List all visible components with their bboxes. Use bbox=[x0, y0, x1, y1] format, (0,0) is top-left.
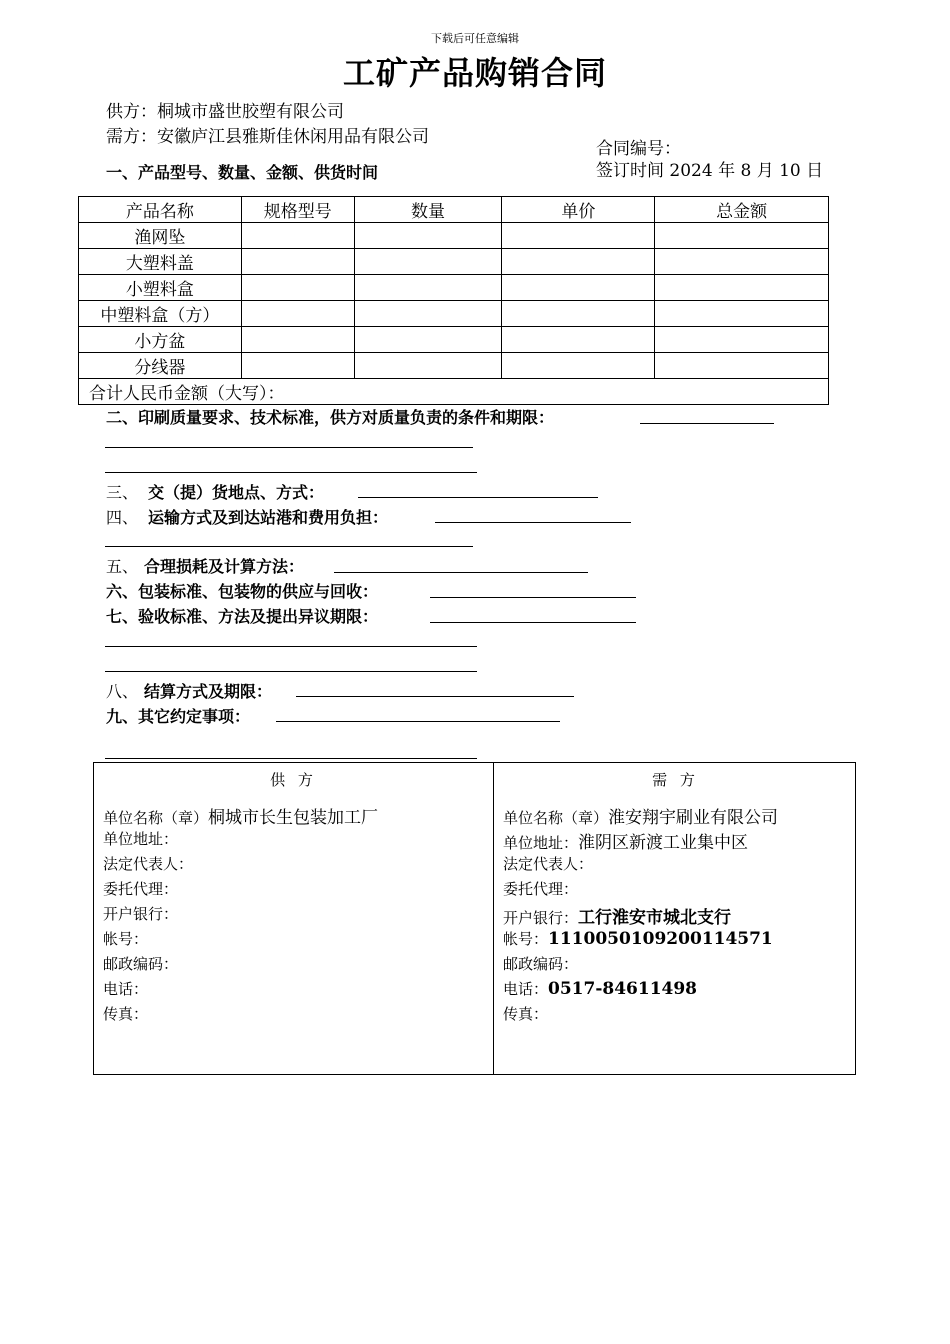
section-6-heading: 六、包装标准、包装物的供应与回收： bbox=[106, 582, 379, 601]
section-5-number: 五、 bbox=[106, 557, 139, 576]
unit-price-cell[interactable] bbox=[502, 275, 655, 301]
unit-price-cell[interactable] bbox=[502, 353, 655, 379]
supplier-fax[interactable]: 传真： bbox=[103, 1005, 149, 1023]
section-5-heading: 合理损耗及计算方法： bbox=[144, 557, 305, 576]
product-table bbox=[78, 196, 829, 405]
buyer-fax[interactable]: 传真： bbox=[503, 1005, 549, 1023]
section-7-blank[interactable] bbox=[430, 622, 636, 623]
quantity-cell[interactable] bbox=[354, 275, 502, 301]
product-name-cell: 小塑料盒 bbox=[79, 275, 242, 301]
unit-price-cell[interactable] bbox=[502, 223, 655, 249]
section-2-blank[interactable] bbox=[105, 447, 473, 448]
spec-cell[interactable] bbox=[241, 249, 354, 275]
spec-cell[interactable] bbox=[241, 301, 354, 327]
column-header: 单价 bbox=[502, 197, 655, 223]
buyer-phone[interactable]: 电话：0517-84611498 bbox=[503, 979, 698, 999]
total-cell[interactable] bbox=[655, 223, 829, 249]
section-9-blank[interactable] bbox=[276, 721, 560, 722]
table-row bbox=[79, 353, 829, 379]
total-cell[interactable] bbox=[655, 249, 829, 275]
buyer-account[interactable]: 帐号：1110050109200114571 bbox=[503, 929, 773, 949]
contract-number-label: 合同编号： bbox=[596, 139, 681, 159]
supplier-address[interactable]: 单位地址： bbox=[103, 830, 179, 848]
quantity-cell[interactable] bbox=[354, 249, 502, 275]
section-7-heading: 七、验收标准、方法及提出异议期限： bbox=[106, 607, 379, 626]
document-title: 工矿产品购销合同 bbox=[342, 54, 607, 92]
supplier-unit-value: 桐城市长生包装加工厂 bbox=[208, 808, 379, 828]
buyer-unit-name[interactable]: 单位名称（章）淮安翔宇刷业有限公司 bbox=[503, 808, 779, 828]
section-3-number: 三、 bbox=[106, 483, 139, 502]
supplier-postcode[interactable]: 邮政编码： bbox=[103, 955, 179, 973]
buyer-bank[interactable]: 开户银行：工行淮安市城北支行 bbox=[503, 908, 732, 928]
supplier-signature-column bbox=[94, 763, 494, 1074]
section-4-number: 四、 bbox=[106, 508, 139, 527]
table-total-row bbox=[79, 379, 829, 405]
buyer-heading: 需 方 bbox=[652, 771, 699, 789]
table-row bbox=[79, 249, 829, 275]
signature-box bbox=[93, 762, 856, 1075]
product-name-cell: 小方盆 bbox=[79, 327, 242, 353]
section-8-blank[interactable] bbox=[296, 696, 574, 697]
total-cell[interactable] bbox=[655, 327, 829, 353]
supplier-unit-name[interactable]: 单位名称（章）桐城市长生包装加工厂 bbox=[103, 808, 379, 828]
supplier-bank[interactable]: 开户银行： bbox=[103, 905, 179, 923]
spec-cell[interactable] bbox=[241, 353, 354, 379]
section-7-blank[interactable] bbox=[105, 671, 477, 672]
section-4-heading: 运输方式及到达站港和费用负担： bbox=[148, 508, 389, 527]
quantity-cell[interactable] bbox=[354, 301, 502, 327]
table-row bbox=[79, 275, 829, 301]
column-header: 规格型号 bbox=[241, 197, 354, 223]
section-7-blank[interactable] bbox=[105, 646, 477, 647]
buyer-legal-rep[interactable]: 法定代表人： bbox=[503, 855, 594, 873]
section-3-blank[interactable] bbox=[358, 497, 598, 498]
supplier-line: 供方：桐城市盛世胶塑有限公司 bbox=[106, 102, 344, 122]
table-row bbox=[79, 223, 829, 249]
table-row bbox=[79, 327, 829, 353]
product-name-cell: 大塑料盖 bbox=[79, 249, 242, 275]
supplier-phone[interactable]: 电话： bbox=[103, 980, 149, 998]
supplier-legal-rep[interactable]: 法定代表人： bbox=[103, 855, 194, 873]
section-3-heading: 交（提）货地点、方式： bbox=[148, 483, 325, 502]
total-amount-label[interactable]: 合计人民币金额（大写）： bbox=[79, 379, 829, 405]
total-cell[interactable] bbox=[655, 353, 829, 379]
section-5-blank[interactable] bbox=[334, 572, 588, 573]
buyer-line: 需方：安徽庐江县雅斯佳休闲用品有限公司 bbox=[106, 127, 429, 147]
buyer-signature-column bbox=[494, 763, 857, 1074]
buyer-address-value: 淮阴区新渡工业集中区 bbox=[578, 833, 749, 853]
column-header: 产品名称 bbox=[79, 197, 242, 223]
download-note: 下载后可任意编辑 bbox=[431, 32, 519, 45]
quantity-cell[interactable] bbox=[354, 353, 502, 379]
buyer-address[interactable]: 单位地址：淮阴区新渡工业集中区 bbox=[503, 833, 749, 853]
total-cell[interactable] bbox=[655, 301, 829, 327]
buyer-postcode[interactable]: 邮政编码： bbox=[503, 955, 579, 973]
buyer-unit-value: 淮安翔宇刷业有限公司 bbox=[608, 808, 779, 828]
section-8-heading: 结算方式及期限： bbox=[144, 682, 273, 701]
section-2-blank[interactable] bbox=[640, 423, 774, 424]
unit-price-cell[interactable] bbox=[502, 249, 655, 275]
section-8-number: 八、 bbox=[106, 682, 139, 701]
section-6-blank[interactable] bbox=[430, 597, 636, 598]
quantity-cell[interactable] bbox=[354, 223, 502, 249]
table-header-row bbox=[79, 197, 829, 223]
section-2-blank[interactable] bbox=[105, 472, 477, 473]
section-9-heading: 九、其它约定事项： bbox=[106, 707, 251, 726]
column-header: 数量 bbox=[354, 197, 502, 223]
product-name-cell: 渔网坠 bbox=[79, 223, 242, 249]
unit-price-cell[interactable] bbox=[502, 327, 655, 353]
supplier-agent[interactable]: 委托代理： bbox=[103, 880, 179, 898]
spec-cell[interactable] bbox=[241, 275, 354, 301]
section-2-heading: 二、印刷质量要求、技术标准，供方对质量负责的条件和期限： bbox=[106, 408, 555, 427]
section-4-blank[interactable] bbox=[435, 522, 631, 523]
section-1-heading: 一、产品型号、数量、金额、供货时间 bbox=[106, 163, 379, 182]
quantity-cell[interactable] bbox=[354, 327, 502, 353]
buyer-agent[interactable]: 委托代理： bbox=[503, 880, 579, 898]
table-row bbox=[79, 301, 829, 327]
total-cell[interactable] bbox=[655, 275, 829, 301]
buyer-phone-value: 0517-84611498 bbox=[548, 979, 698, 999]
section-9-blank[interactable] bbox=[105, 758, 477, 759]
buyer-account-value: 1110050109200114571 bbox=[548, 929, 773, 949]
supplier-account[interactable]: 帐号： bbox=[103, 930, 149, 948]
signed-date: 签订时间 2024 年 8 月 10 日 bbox=[596, 161, 824, 181]
unit-price-cell[interactable] bbox=[502, 301, 655, 327]
section-4-blank[interactable] bbox=[105, 546, 473, 547]
product-name-cell: 中塑料盒（方） bbox=[79, 301, 242, 327]
supplier-heading: 供 方 bbox=[270, 771, 317, 789]
spec-cell[interactable] bbox=[241, 223, 354, 249]
column-header: 总金额 bbox=[655, 197, 829, 223]
contract-meta bbox=[596, 138, 823, 182]
spec-cell[interactable] bbox=[241, 327, 354, 353]
product-name-cell: 分线器 bbox=[79, 353, 242, 379]
buyer-bank-value: 工行淮安市城北支行 bbox=[578, 908, 732, 928]
